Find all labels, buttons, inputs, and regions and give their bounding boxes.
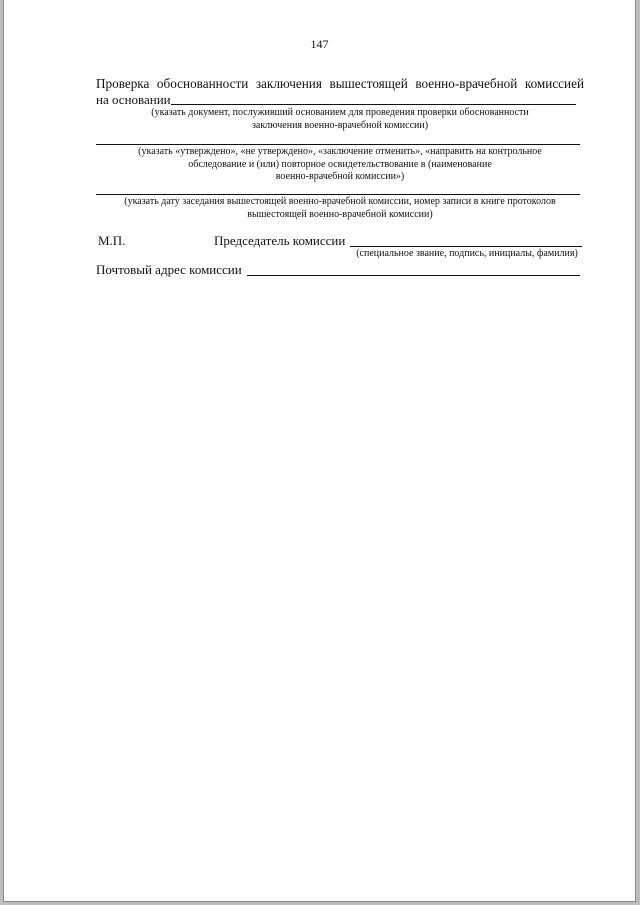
decision-hint [96,146,584,184]
document-page [3,0,636,902]
decision-hint-line-3: военно-врачебной комиссии») [275,171,405,182]
chairman-hint: (специальное звание, подпись, инициалы, фамилия) [356,248,578,259]
basis-hint-line-1: (указать документ, послуживший основанием для проведения проверки обоснованности [151,107,529,118]
meeting-hint-line-1: (указать дату заседания вышестоящей военно-врачебной комиссии, номер записи в книге протоколов [124,196,556,207]
document-heading: Проверка обоснованности заключения вышестоящей военно-врачебной комиссией [96,76,584,91]
basis-hint-line-2: заключения военно-врачебной комиссии) [251,119,429,131]
page-number: 147 [310,37,329,51]
meeting-hint-line-2: вышестоящей военно-врачебной комиссии) [247,208,433,220]
basis-hint [96,107,584,132]
meeting-fill-line[interactable] [96,194,580,195]
decision-hint-line-1: (указать «утверждено», «не утверждено», «заключение отменить», «направить на контрольное [138,146,542,157]
meeting-hint [96,196,584,221]
seal-label: М.П. [98,233,126,248]
basis-label: на основании [96,92,171,107]
decision-hint-line-2: обследование и (или) повторное освидетельствование в (наименование [188,158,492,170]
address-label: Почтовый адрес комиссии [96,262,242,277]
address-fill-line[interactable] [247,275,580,276]
chairman-label: Председатель комиссии [214,233,346,248]
chairman-signature-line[interactable] [350,246,582,247]
decision-fill-line[interactable] [96,144,580,145]
basis-fill-line[interactable] [171,104,576,105]
